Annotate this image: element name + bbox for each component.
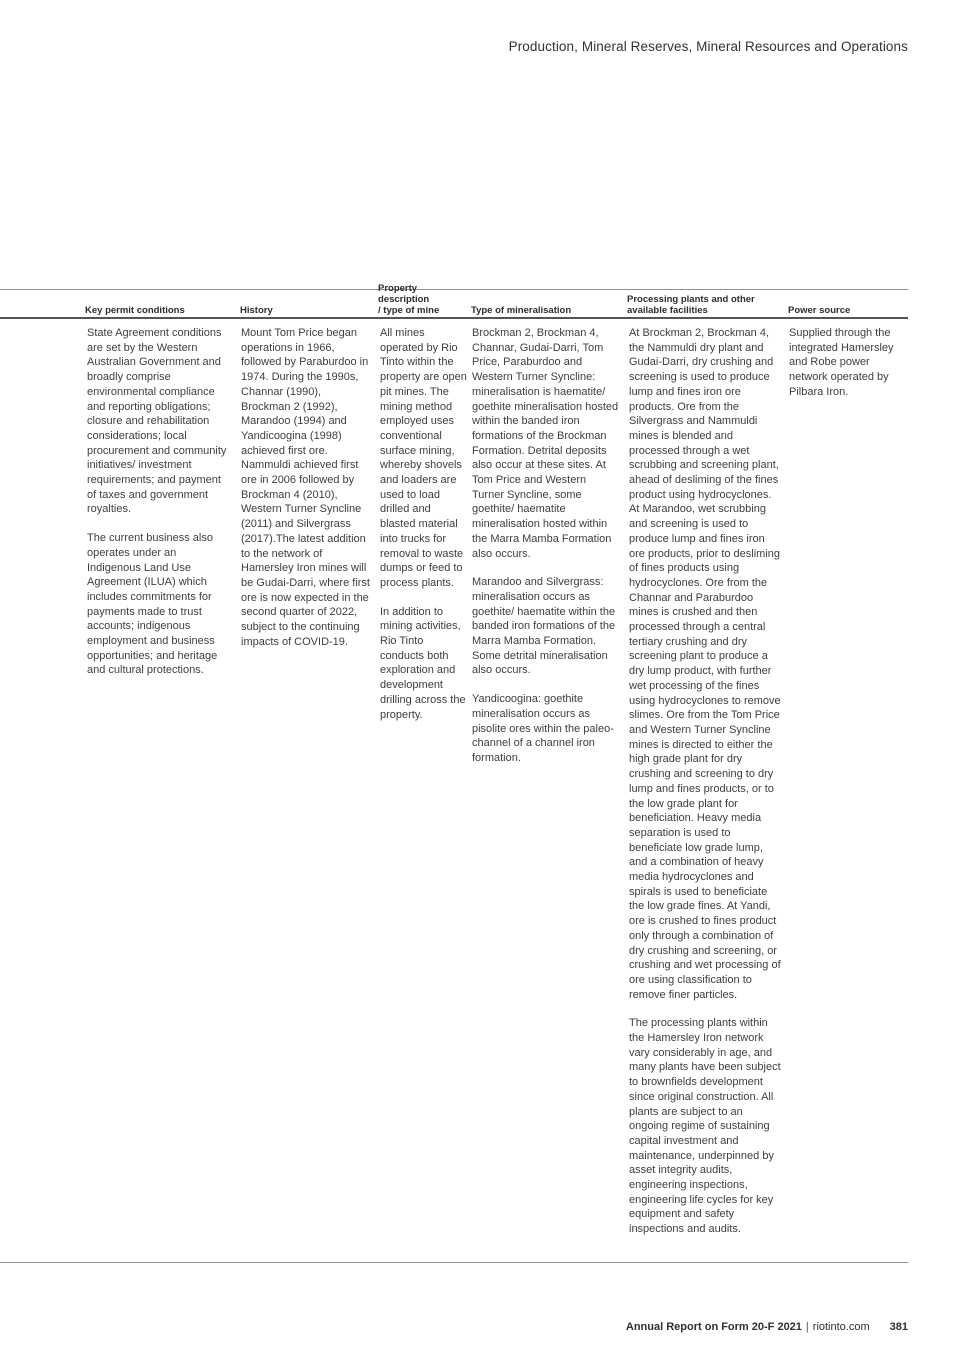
paragraph: Yandicoogina: goethite mineralisation occurs as pisolite ores within the paleo-channel of a channel iron formation. [472, 693, 614, 764]
footer-separator: | [805, 1321, 809, 1333]
running-header: Production, Mineral Reserves, Mineral Resources and Operations [508, 39, 908, 54]
column-header-line: Property description [378, 283, 430, 305]
column-header-line: Key permit conditions [85, 305, 185, 316]
cell-processing-plants [629, 326, 782, 1237]
cell-type-of-mineralisation [472, 326, 619, 766]
column-header-type-of-mineralisation [471, 305, 621, 316]
cell-key-permit-conditions [87, 326, 230, 678]
table-rule-bottom [0, 1262, 908, 1263]
table-rule-header-underline [0, 317, 908, 319]
column-header-line: available facilities [627, 305, 708, 316]
column-header-history [240, 305, 372, 316]
paragraph: The current business also operates under an Indigenous Land Use Agreement (ILUA) which includes commitments for payments made to trust accounts; indigenous employment and business opportunities; and heritage and cultural protections. [87, 532, 218, 677]
paragraph: In addition to mining activities, Rio Tinto conducts both exploration and development drilling across the property. [380, 605, 466, 721]
footer-page-number: 381 [889, 1321, 908, 1333]
paragraph: The processing plants within the Hamersley Iron network vary considerably in age, and many plants have been subject to brownfields development since original construction. All plants are subject to an ongoing regime of sustaining capital investment and maintenance, underpinned by asset integrity audits, engineering inspections, engineering life cycles for key equipment and safety inspections and audits. [629, 1017, 781, 1236]
column-header-key-permit-conditions [85, 305, 233, 316]
paragraph: State Agreement conditions are set by the Western Australian Government and broadly comprise environmental compliance and reporting obligations; closure and rehabilitation considerations; local procurement and community initiatives/ investment requirements; and payment of taxes and government royalties. [87, 327, 227, 516]
paragraph: Marandoo and Silvergrass: mineralisation occurs as goethite/ haematite within the banded iron formations of the Marra Mamba Formation. Some detrital mineralisation also occurs. [472, 576, 616, 677]
column-header-processing-plants [627, 294, 785, 316]
column-header-line: Type of mineralisation [471, 305, 572, 316]
column-header-power-source [788, 305, 908, 316]
paragraph: Mount Tom Price began operations in 1966, followed by Paraburdoo in 1974. During the 1990s, Channar (1990), Brockman 2 (1992), Marandoo (1994) and Yandicoogina (1998) achieved first ore. Nammuldi achieved first ore in 2006 followed by Brockman 4 (2010), Western Turner Syncline (2011) and Silvergrass (2017).The latest addition to the network of Hamersley Iron mines will be Gudai-Darri, where first ore is now expected in the second quarter of 2022, subject to the continuing impacts of COVID-19. [241, 327, 370, 648]
page-footer [626, 1321, 908, 1333]
cell-property-description [380, 326, 468, 722]
column-header-line: Processing plants and other [627, 294, 755, 305]
cell-power-source [789, 326, 907, 400]
paragraph: At Brockman 2, Brockman 4, the Nammuldi dry plant and Gudai-Darri, dry crushing and screening is used to produce lump and fines iron ore products. Ore from the Silvergrass and Nammuldi mines is blended and processed through a wet scrubbing and screening plant, ahead of desliming of the fines product using hydrocyclones. At Marandoo, wet scrubbing and screening is used to produce lump and fines iron ore products, prior to desliming of fines products using hydrocyclones. Ore from the Channar and Paraburdoo mines is crushed and then processed through a central tertiary crushing and dry screening plant to produce a dry lump product, with further wet processing of the fines using hydrocyclones to remove slimes. Ore from the Tom Price and Western Turner Syncline mines is directed to either the high grade plant for dry crushing and screening to dry lump and fines products, or to the low grade plant for beneficiation. Heavy media separation is used to beneficiate low grade lump, and a combination of heavy media hydrocyclones and spirals is used to beneficiate the low grade fines. At Yandi, ore is crushed to fines product only through a combination of dry crushing and screening, or crushing and wet processing of ore using classification to remove finer particles. [629, 327, 781, 1001]
paragraph: Brockman 2, Brockman 4, Channar, Gudai-Darri, Tom Price, Paraburdoo and Western Turner Syncline: mineralisation is haematite/ goethite mineralisation hosted within the banded iron formations of the Brockman Formation. Detrital deposits also occur at these sites. At Tom Price and Western Turner Syncline, some goethite/ haematite mineralisation hosted within the Marra Mamba Formation also occurs. [472, 327, 619, 560]
column-header-line: Power source [788, 305, 851, 316]
footer-website: riotinto.com [812, 1321, 870, 1333]
footer-report-title: Annual Report on Form 20-F 2021 [625, 1321, 802, 1333]
column-header-line: History [240, 305, 273, 316]
paragraph: All mines operated by Rio Tinto within the property are open pit mines. The mining method employed uses conventional surface mining, whereby shovels and loaders are used to load drilled and blasted material into trucks for removal to waste dumps or feed to process plants. [380, 327, 467, 589]
column-header-property-description [378, 283, 470, 316]
cell-history [241, 326, 372, 649]
paragraph: Supplied through the integrated Hamersley and Robe power network operated by Pilbara Iron. [789, 327, 894, 398]
column-header-line: / type of mine [378, 305, 440, 316]
